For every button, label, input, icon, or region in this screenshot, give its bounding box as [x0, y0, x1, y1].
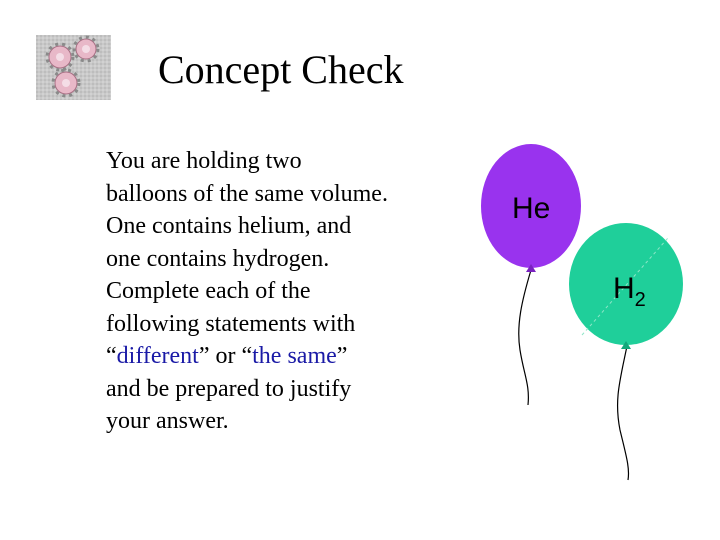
hydrogen-balloon	[569, 223, 683, 349]
hydrogen-label-subscript: 2	[634, 289, 646, 311]
quote-mark: “	[106, 343, 117, 369]
hydrogen-label-letter: H	[613, 272, 635, 305]
question-line: balloons of the same volume.	[106, 180, 388, 207]
hydrogen-balloon-string	[618, 346, 629, 480]
question-line: You are holding two	[106, 148, 302, 174]
helium-balloon	[481, 144, 581, 272]
helium-label: He	[512, 192, 551, 225]
slide-title: Concept Check	[158, 47, 404, 92]
question-line: One contains helium, and	[106, 213, 352, 239]
question-line: Complete each of the	[106, 278, 311, 304]
quote-mark: ” or “	[198, 343, 253, 369]
question-line: your answer.	[106, 408, 229, 434]
choice-different: different	[116, 343, 199, 369]
question-line: one contains hydrogen.	[106, 245, 330, 272]
question-line: following statements with	[106, 310, 356, 337]
quote-mark: ”	[336, 343, 348, 369]
choice-the-same: the same	[252, 343, 337, 369]
question-line: and be prepared to justify	[106, 375, 352, 402]
helium-balloon-string	[519, 270, 531, 405]
